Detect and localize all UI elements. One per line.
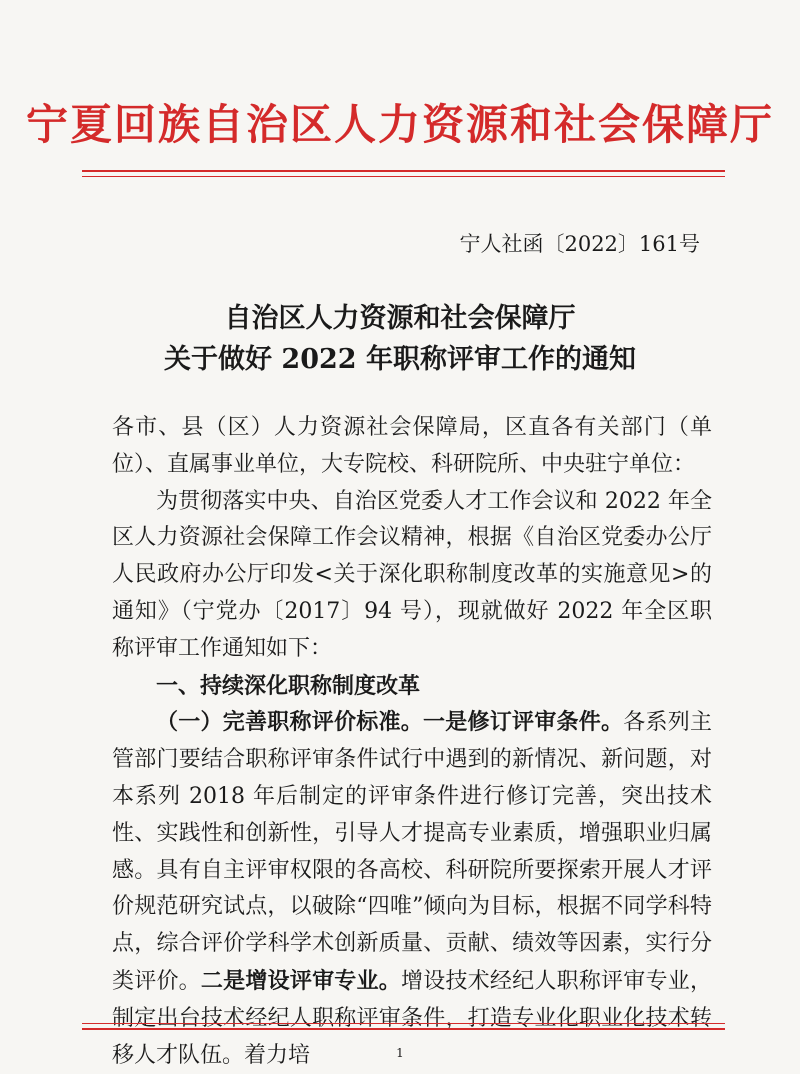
- paragraph-1-text-2: 增设技术经纪人职称评审专业，制定出台技术经纪人职称评审条件，打造专业化职业化技术转移人才队伍。着力培: [112, 968, 712, 1068]
- header-red-rule: [82, 170, 725, 172]
- footer-red-rule: [82, 1028, 725, 1030]
- paragraph-1-lead-2: 二是增设评审专业。: [200, 967, 401, 994]
- paragraph-1-lead: （一）完善职称评价标准。一是修订评审条件。: [156, 709, 624, 736]
- header-red-rule-thin: [82, 176, 725, 177]
- document-number: 宁人社函〔2022〕161号: [459, 232, 700, 256]
- issuer-header: 宁夏回族自治区人力资源和社会保障厅: [25, 100, 774, 149]
- footer-red-rule-thin: [82, 1023, 725, 1024]
- document-body: [112, 410, 712, 1074]
- section-1-heading: 一、持续深化职称制度改革: [156, 672, 421, 699]
- paragraph-1: [112, 704, 712, 1074]
- title-line-2: 关于做好 2022 年职称评审工作的通知: [164, 344, 636, 375]
- paragraph-1-text: 各系列主管部门要结合职称评审条件试行中遇到的新情况、新问题，对本系列 2018 年后制定的评审条件进行修订完善，突出技术性、实践性和创新性，引导人才提高专业素质，增强职业归属感。具有自主评审权限的各高校、科研院所要探索开展人才评价规范研究试点，以破除“四唯”倾向为目标，根据不同学科特点，综合评价学科学术创新质量、贡献、绩效等因素，实行分类评价。: [112, 710, 712, 994]
- title-line-1: 自治区人力资源和社会保障厅: [224, 303, 576, 334]
- recipients-paragraph: 各市、县（区）人力资源社会保障局，区直各有关部门（单位）、直属事业单位，大专院校、科研院所、中央驻宁单位：: [112, 415, 712, 477]
- page-number: 1: [396, 1046, 404, 1060]
- intro-paragraph: 为贯彻落实中央、自治区党委人才工作会议和 2022 年全区人力资源社会保障工作会议精神，根据《自治区党委办公厅 人民政府办公厅印发<关于深化职称制度改革的实施意见>的通知》（宁党办〔2017〕94 号），现就做好 2022 年全区职称评审工作通知如下：: [112, 488, 712, 661]
- document-title: [0, 298, 800, 380]
